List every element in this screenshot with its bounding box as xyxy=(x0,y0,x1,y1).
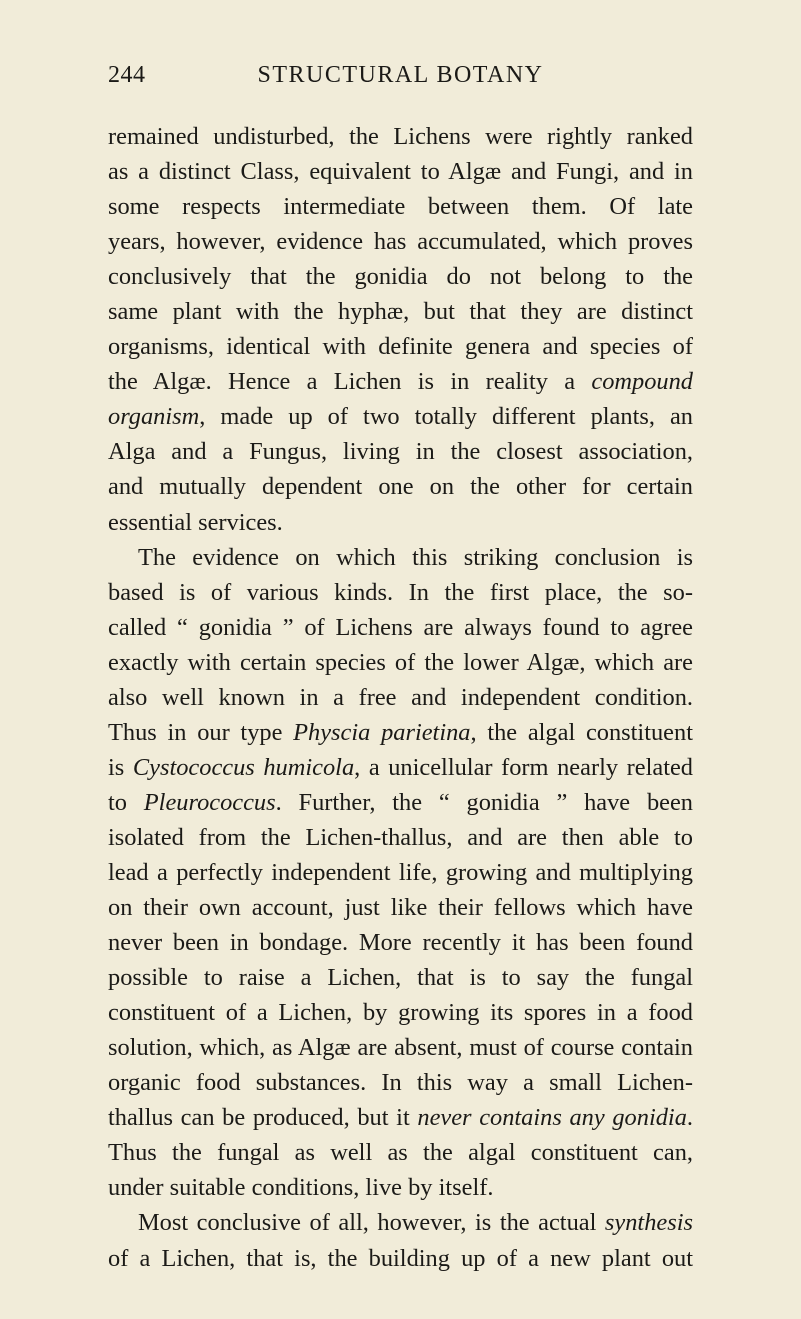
text-line: remained undisturbed, the Lichens were rightly ranked xyxy=(108,123,693,150)
text-line: and mutually dependent one on the other for certain xyxy=(108,473,693,501)
text-line: same plant with the hyphæ, but that they are distinct xyxy=(108,298,693,326)
text-line: exactly with certain species of the lower Algæ, which are xyxy=(108,648,693,676)
italic-term: compound xyxy=(591,368,693,396)
text-line: never been in bondage. More recently it has been found xyxy=(108,929,693,957)
text-line: some respects intermediate between them. Of late xyxy=(108,193,693,221)
italic-term: organism xyxy=(108,403,200,431)
text-line: Alga and a Fungus, living in the closest association, xyxy=(108,438,693,466)
text-line: organisms, identical with definite genera and species of xyxy=(108,333,693,361)
text-line: of a Lichen, that is, the building up of a new plant out xyxy=(108,1244,693,1272)
text-line: Thus the fungal as well as the algal constituent can, xyxy=(108,1139,693,1167)
text-line: constituent of a Lichen, by growing its spores in a food xyxy=(108,999,693,1027)
text-line: thallus can be produced, but it never contains any gonidia. xyxy=(108,1104,693,1132)
body-text xyxy=(108,119,693,1276)
text-line: isolated from the Lichen-thallus, and are then able to xyxy=(108,823,693,851)
text-line: Most conclusive of all, however, is the actual synthesis xyxy=(138,1209,693,1237)
text-line: under suitable conditions, live by itself. xyxy=(108,1174,494,1202)
text-line: organic food substances. In this way a small Lichen- xyxy=(108,1069,693,1097)
text-line: on their own account, just like their fellows which have xyxy=(108,894,693,922)
page-number: 244 xyxy=(108,62,146,88)
text-line: organism, made up of two totally different plants, an xyxy=(108,403,693,431)
text-line: essential services. xyxy=(108,508,283,536)
running-title: STRUCTURAL BOTANY xyxy=(257,62,544,88)
italic-term: synthesis xyxy=(604,1209,693,1237)
text-line: based is of various kinds. In the first place, the so- xyxy=(108,578,693,606)
italic-term: never contains any gonidia xyxy=(417,1104,687,1132)
italic-term: Pleurococcus xyxy=(143,788,276,816)
text-line: possible to raise a Lichen, that is to say the fungal xyxy=(108,964,693,992)
text-line: called “ gonidia ” of Lichens are always found to agree xyxy=(108,613,693,641)
running-head xyxy=(108,62,693,102)
text-line: also well known in a free and independent condition. xyxy=(108,683,693,711)
italic-term: Cystococcus humicola xyxy=(132,753,355,781)
text-line: is Cystococcus humicola, a unicellular form nearly related xyxy=(108,753,693,781)
text-line: years, however, evidence has accumulated, which proves xyxy=(108,228,693,256)
text-line: the Algæ. Hence a Lichen is in reality a compound xyxy=(108,368,693,396)
text-line: solution, which, as Algæ are absent, must of course contain xyxy=(108,1034,693,1062)
text-line: conclusively that the gonidia do not belong to the xyxy=(108,263,693,291)
text-line: The evidence on which this striking conclusion is xyxy=(138,543,693,571)
text-line: Thus in our type Physcia parietina, the algal constituent xyxy=(108,718,693,746)
text-line: as a distinct Class, equivalent to Algæ and Fungi, and in xyxy=(108,158,693,186)
italic-term: Physcia parietina xyxy=(293,718,471,746)
text-line: to Pleurococcus. Further, the “ gonidia ” have been xyxy=(108,788,693,816)
text-line: lead a perfectly independent life, growing and multiplying xyxy=(108,858,693,886)
